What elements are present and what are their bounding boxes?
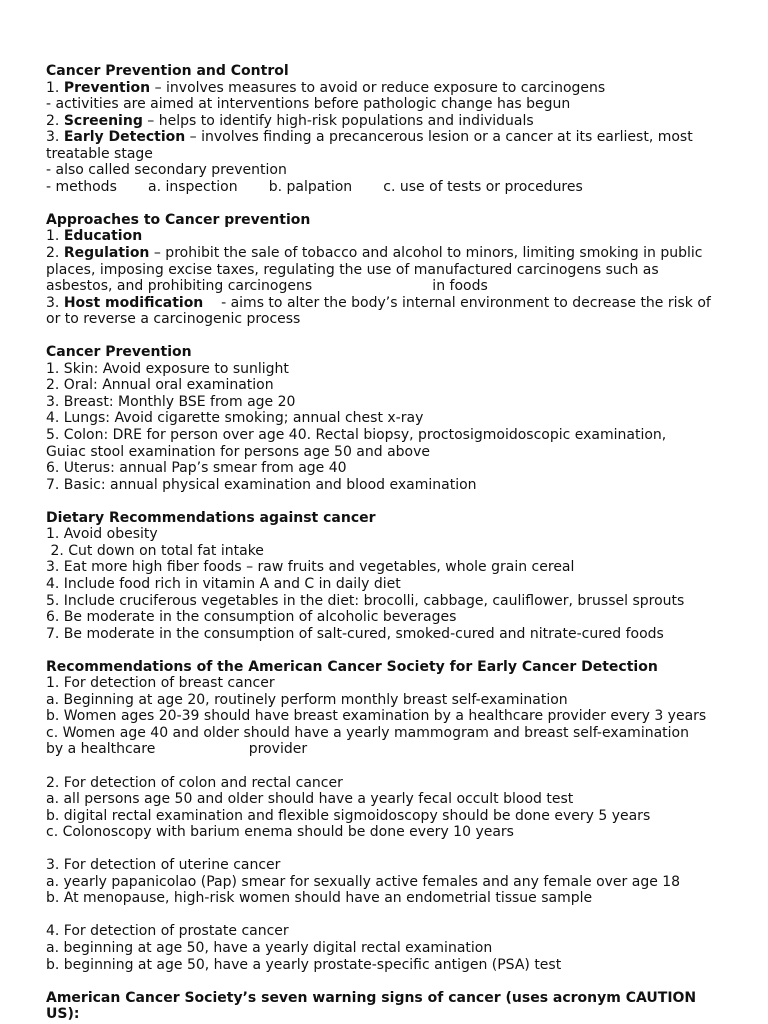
text-line <box>46 576 730 593</box>
item-text: c. Women age 40 and older should have a yearly mammogram and breast self-examination <box>46 724 689 741</box>
item-text: b. Women ages 20-39 should have breast examination by a healthcare provider every 3 years <box>46 708 707 725</box>
item-text: by a healthcare provider <box>46 741 308 758</box>
text-line <box>46 410 730 427</box>
item-text: or to reverse a carcinogenic process <box>46 311 301 328</box>
item-text: a. yearly papanicolao (Pap) smear for sexually active females and any female over age 18 <box>46 873 681 890</box>
text-line <box>46 543 730 560</box>
section-heading: Recommendations of the American Cancer Society for Early Cancer Detection <box>46 658 658 675</box>
blank-line <box>46 841 730 858</box>
text-line <box>46 245 730 262</box>
text-line <box>46 923 730 940</box>
item-text: - also called secondary prevention <box>46 162 287 179</box>
text-line <box>46 741 730 758</box>
item-text: 7. Be moderate in the consumption of salt-cured, smoked-cured and nitrate-cured foods <box>46 625 664 642</box>
section-heading: Cancer Prevention <box>46 344 192 361</box>
item-text: Guiac stool examination for persons age 50 and above <box>46 443 431 460</box>
text-line <box>46 675 730 692</box>
item-text: 4. For detection of prostate cancer <box>46 923 289 940</box>
item-text: 5. Include cruciferous vegetables in the diet: brocolli, cabbage, cauliflower, brussel sprouts <box>46 592 685 609</box>
text-line <box>46 775 730 792</box>
text-line <box>46 526 730 543</box>
text-line <box>46 460 730 477</box>
item-text: 6. Uterus: annual Pap’s smear from age 40 <box>46 460 347 477</box>
text-line <box>46 791 730 808</box>
text-line <box>46 1006 730 1023</box>
item-text: 1. Skin: Avoid exposure to sunlight <box>46 360 289 377</box>
text-line <box>46 940 730 957</box>
section <box>46 990 730 1023</box>
text-line <box>46 278 730 295</box>
item-number: 3. <box>46 129 64 146</box>
text-line <box>46 295 730 312</box>
text-line <box>46 394 730 411</box>
item-number: 2. <box>46 245 64 262</box>
text-line <box>46 113 730 130</box>
text-line <box>46 311 730 328</box>
text-line <box>46 179 730 196</box>
section <box>46 344 730 493</box>
item-text: 2. Oral: Annual oral examination <box>46 377 274 394</box>
text-line <box>46 377 730 394</box>
item-text: a. Beginning at age 20, routinely perform monthly breast self-examination <box>46 691 568 708</box>
blank-line <box>46 907 730 924</box>
text-line <box>46 957 730 974</box>
item-text: 2. Cut down on total fat intake <box>46 542 264 559</box>
section <box>46 659 730 973</box>
section <box>46 510 730 642</box>
section-gap <box>46 642 730 659</box>
text-line <box>46 874 730 891</box>
section-gap <box>46 493 730 510</box>
text-line <box>46 559 730 576</box>
item-text: treatable stage <box>46 145 153 162</box>
blank-line <box>46 758 730 775</box>
item-text: 5. Colon: DRE for person over age 40. Rectal biopsy, proctosigmoidoscopic examination, <box>46 427 667 444</box>
section-heading: American Cancer Society’s seven warning signs of cancer (uses acronym CAUTION <box>46 989 697 1006</box>
item-text: 1. Avoid obesity <box>46 526 158 543</box>
item-text: - aims to alter the body’s internal environment to decrease the risk of <box>203 294 711 311</box>
section-gap <box>46 195 730 212</box>
item-text: – involves finding a precancerous lesion or a cancer at its earliest, most <box>185 129 693 146</box>
item-text: - activities are aimed at interventions before pathologic change has begun <box>46 96 571 113</box>
item-text: b. beginning at age 50, have a yearly prostate-specific antigen (PSA) test <box>46 956 562 973</box>
item-term: US): <box>46 1006 80 1023</box>
text-line <box>46 808 730 825</box>
item-term: Education <box>63 228 143 245</box>
section <box>46 63 730 195</box>
item-text: 6. Be moderate in the consumption of alcoholic beverages <box>46 609 457 626</box>
text-line <box>46 725 730 742</box>
item-text: 4. Lungs: Avoid cigarette smoking; annual chest x-ray <box>46 410 424 427</box>
text-line <box>46 129 730 146</box>
text-line <box>46 162 730 179</box>
text-line <box>46 262 730 279</box>
text-line <box>46 427 730 444</box>
text-line <box>46 228 730 245</box>
text-line <box>46 593 730 610</box>
item-text: 1. For detection of breast cancer <box>46 675 275 692</box>
text-line <box>46 146 730 163</box>
text-line <box>46 857 730 874</box>
text-line <box>46 96 730 113</box>
item-number: 2. <box>46 112 64 129</box>
item-text: asbestos, and prohibiting carcinogens in foods <box>46 278 488 295</box>
item-number: 3. <box>46 294 64 311</box>
item-text: 3. Breast: Monthly BSE from age 20 <box>46 393 296 410</box>
item-text: 3. Eat more high fiber foods – raw fruits and vegetables, whole grain cereal <box>46 559 575 576</box>
item-text: places, imposing excise taxes, regulating the use of manufactured carcinogens such as <box>46 261 659 278</box>
item-text: – involves measures to avoid or reduce exposure to carcinogens <box>150 79 606 96</box>
text-line <box>46 609 730 626</box>
text-line <box>46 361 730 378</box>
item-term: Prevention <box>63 79 151 96</box>
item-term: Regulation <box>63 245 150 262</box>
item-text: a. all persons age 50 and older should have a yearly fecal occult blood test <box>46 791 574 808</box>
item-number: 1. <box>46 228 64 245</box>
item-text: b. digital rectal examination and flexible sigmoidoscopy should be done every 5 years <box>46 807 651 824</box>
item-text: a. beginning at age 50, have a yearly digital rectal examination <box>46 939 493 956</box>
section-heading: Cancer Prevention and Control <box>46 63 289 79</box>
document-body <box>46 63 730 1023</box>
item-text: c. Colonoscopy with barium enema should be done every 10 years <box>46 824 514 841</box>
item-text: 4. Include food rich in vitamin A and C in daily diet <box>46 575 401 592</box>
text-line <box>46 626 730 643</box>
item-text: 3. For detection of uterine cancer <box>46 857 281 874</box>
section-heading: Approaches to Cancer prevention <box>46 211 311 228</box>
text-line <box>46 692 730 709</box>
item-term: Host modification <box>63 294 204 311</box>
section-gap <box>46 328 730 345</box>
item-text: 7. Basic: annual physical examination and blood examination <box>46 476 477 493</box>
section <box>46 212 730 328</box>
item-text: 2. For detection of colon and rectal cancer <box>46 774 343 791</box>
section-gap <box>46 973 730 990</box>
text-line <box>46 890 730 907</box>
item-text: b. At menopause, high-risk women should have an endometrial tissue sample <box>46 890 593 907</box>
item-text: – helps to identify high-risk populations and individuals <box>142 112 534 129</box>
item-text: – prohibit the sale of tobacco and alcohol to minors, limiting smoking in public <box>149 245 703 262</box>
item-text: - methods a. inspection b. palpation c. use of tests or procedures <box>46 178 583 195</box>
text-line <box>46 708 730 725</box>
text-line <box>46 477 730 494</box>
section-heading: Dietary Recommendations against cancer <box>46 509 376 526</box>
text-line <box>46 824 730 841</box>
item-term: Screening <box>63 112 143 129</box>
text-line <box>46 80 730 97</box>
item-term: Early Detection <box>63 129 186 146</box>
text-line <box>46 444 730 461</box>
item-number: 1. <box>46 79 64 96</box>
